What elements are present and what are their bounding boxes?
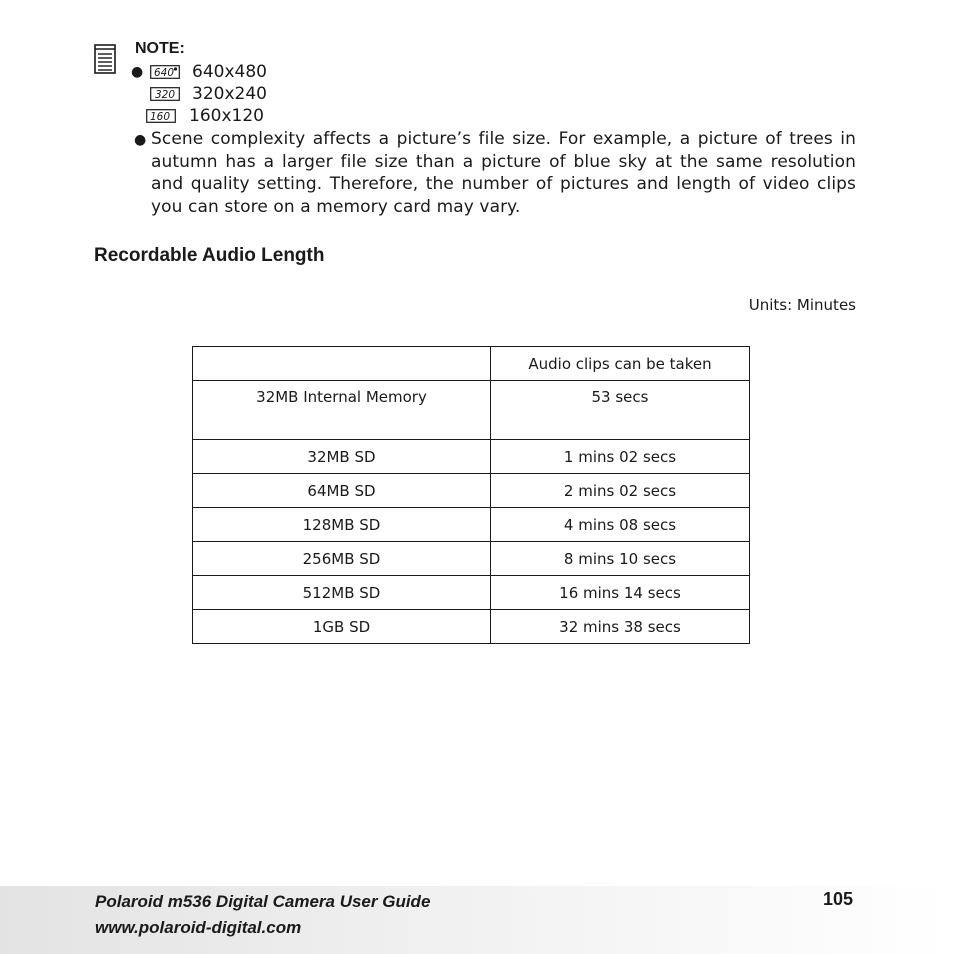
table-row — [193, 610, 750, 644]
table-cell-length: 1 mins 02 secs — [491, 440, 750, 474]
table-cell-memory: 256MB SD — [193, 542, 491, 576]
audio-length-table — [192, 346, 750, 644]
footer-url: www.polaroid-digital.com — [95, 918, 302, 937]
resolution-item — [146, 105, 264, 127]
note-paragraph: Scene complexity affects a picture’s file size. For example, a picture of trees in autumn has a larger file size than a picture of blue sky at the same resolution and quality setting. Therefore, the number of pictures and length of video clips you can store on a memory card may vary. — [151, 129, 856, 217]
table-header-cell — [193, 347, 491, 381]
table-row — [193, 576, 750, 610]
note-title: NOTE: — [135, 40, 185, 57]
table-row — [193, 440, 750, 474]
resolution-text: 640x480 — [192, 62, 267, 82]
table-header-row — [193, 347, 750, 381]
section-title: Recordable Audio Length — [94, 245, 325, 266]
resolution-item — [150, 83, 267, 105]
table-row — [193, 474, 750, 508]
resolution-item — [150, 61, 267, 83]
table-cell-memory: 1GB SD — [193, 610, 491, 644]
svg-text:640: 640 — [153, 67, 175, 79]
svg-text:160: 160 — [149, 111, 171, 123]
table-cell-memory: 128MB SD — [193, 508, 491, 542]
table-row — [193, 508, 750, 542]
resolution-320-icon — [150, 87, 180, 101]
resolution-text: 160x120 — [189, 106, 264, 126]
page-number: 105 — [823, 889, 854, 909]
svg-text:320: 320 — [154, 89, 176, 101]
table-header-cell: Audio clips can be taken — [491, 347, 750, 381]
table-cell-memory: 512MB SD — [193, 576, 491, 610]
bullet: ● — [134, 132, 147, 148]
units-label: Units: Minutes — [748, 296, 856, 314]
table-cell-memory: 32MB Internal Memory — [193, 381, 491, 440]
table-row — [193, 381, 750, 440]
table-cell-memory: 32MB SD — [193, 440, 491, 474]
table-cell-length: 32 mins 38 secs — [491, 610, 750, 644]
table-cell-length: 4 mins 08 secs — [491, 508, 750, 542]
resolution-text: 320x240 — [192, 84, 267, 104]
footer-title: Polaroid m536 Digital Camera User Guide — [95, 892, 431, 911]
table-cell-memory: 64MB SD — [193, 474, 491, 508]
table-cell-length: 2 mins 02 secs — [491, 474, 750, 508]
bullet: ● — [131, 64, 144, 80]
note-icon — [94, 44, 116, 74]
table-cell-length: 16 mins 14 secs — [491, 576, 750, 610]
table-cell-length: 53 secs — [491, 381, 750, 440]
resolution-160-icon — [146, 109, 176, 123]
table-row — [193, 542, 750, 576]
table-cell-length: 8 mins 10 secs — [491, 542, 750, 576]
resolution-640-icon — [150, 65, 180, 79]
